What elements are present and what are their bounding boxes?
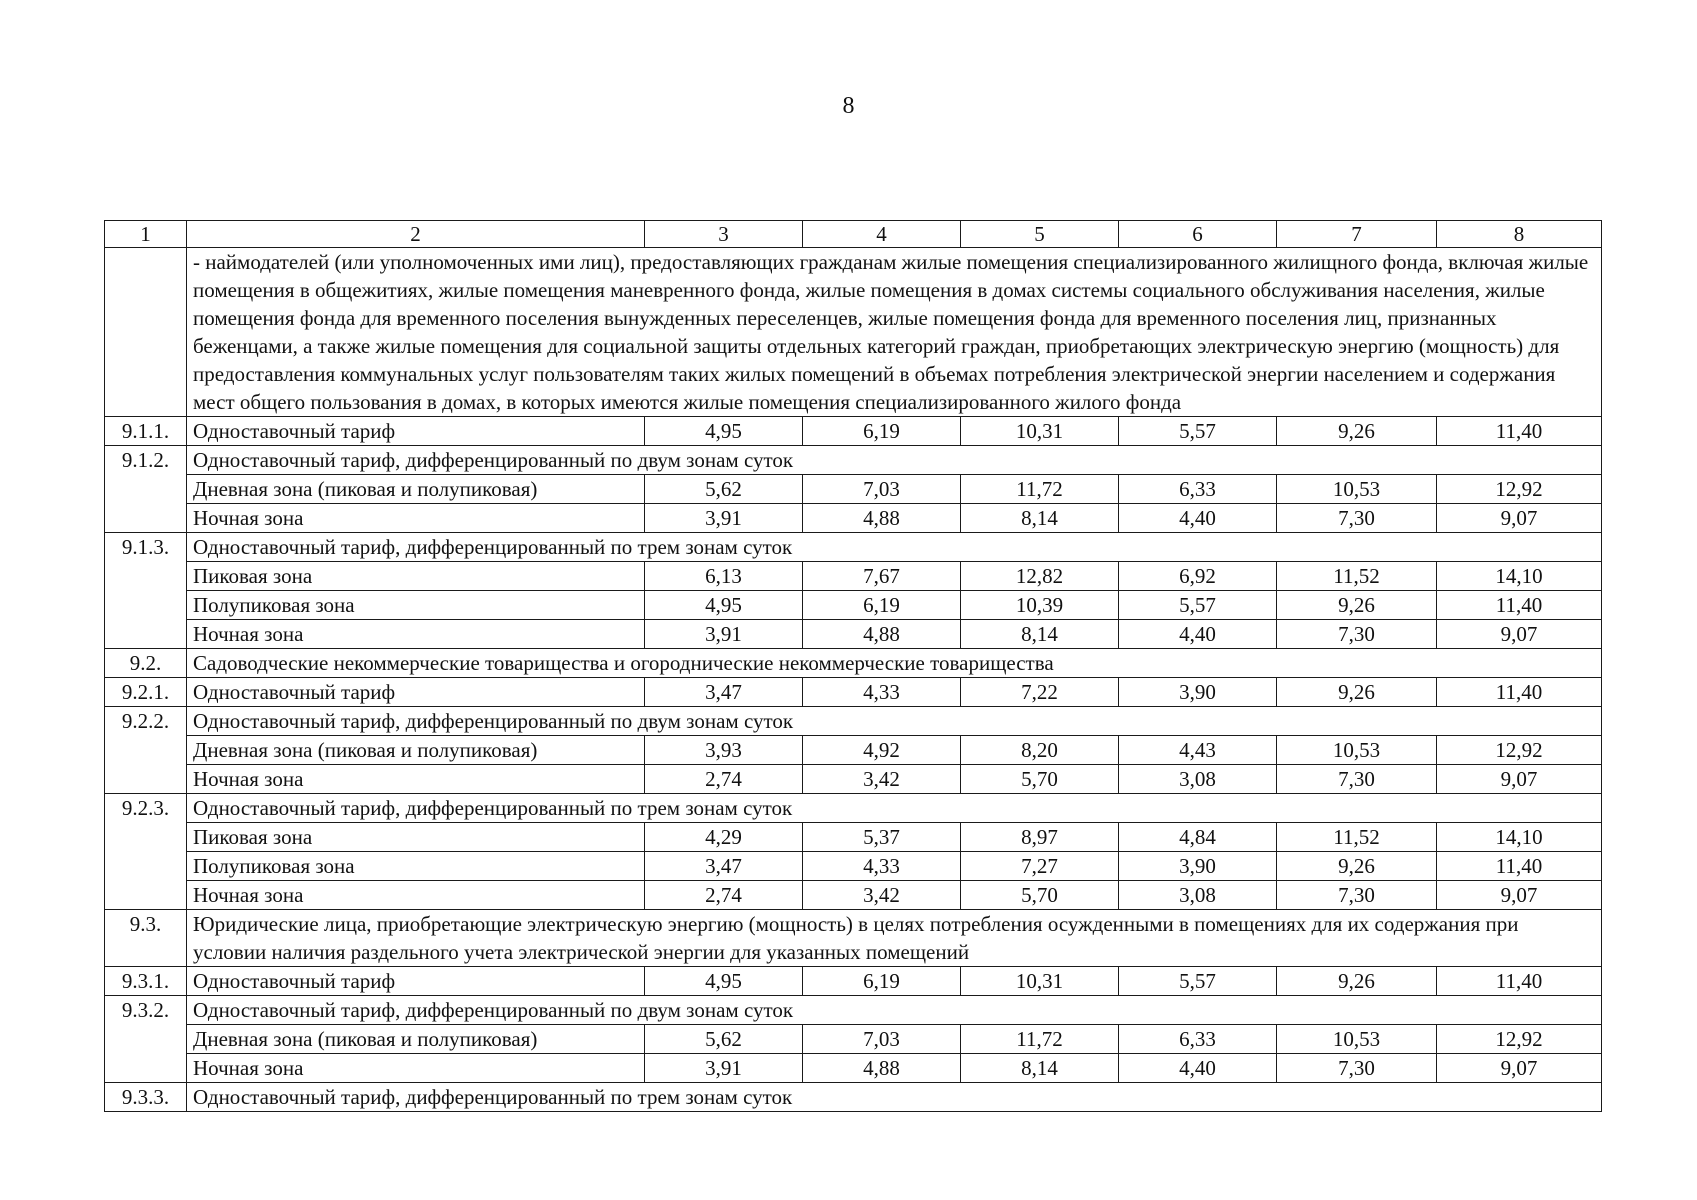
- tariff-value-cell: 9,07: [1437, 1054, 1602, 1083]
- tariff-value-cell: 14,10: [1437, 562, 1602, 591]
- tariff-label-cell: Ночная зона: [187, 504, 645, 533]
- item-code-cell: 9.1.1.: [105, 417, 187, 446]
- tariff-value-cell: 9,26: [1277, 591, 1437, 620]
- tariff-value-cell: 9,07: [1437, 881, 1602, 910]
- tariff-value-cell: 4,29: [645, 823, 803, 852]
- section-row: [105, 707, 1602, 736]
- tariff-value-cell: 9,07: [1437, 765, 1602, 794]
- table-row: [105, 562, 1602, 591]
- tariff-table: [104, 220, 1602, 1112]
- item-code-cell: 9.2.: [105, 649, 187, 678]
- tariff-value-cell: 4,84: [1119, 823, 1277, 852]
- tariff-value-cell: 9,07: [1437, 620, 1602, 649]
- tariff-value-cell: 4,95: [645, 591, 803, 620]
- item-code-cell: 9.2.1.: [105, 678, 187, 707]
- tariff-value-cell: 5,57: [1119, 417, 1277, 446]
- tariff-value-cell: 3,93: [645, 736, 803, 765]
- column-number-row: [105, 221, 1602, 248]
- column-number-cell: 2: [187, 221, 645, 248]
- tariff-value-cell: 9,07: [1437, 504, 1602, 533]
- tariff-value-cell: 6,13: [645, 562, 803, 591]
- tariff-value-cell: 11,72: [961, 1025, 1119, 1054]
- tariff-value-cell: 3,91: [645, 1054, 803, 1083]
- section-row: [105, 533, 1602, 562]
- tariff-label-cell: Одноставочный тариф: [187, 678, 645, 707]
- column-number-cell: 7: [1277, 221, 1437, 248]
- section-title-cell: Одноставочный тариф, дифференцированный по трем зонам суток: [187, 794, 1602, 823]
- tariff-value-cell: 11,40: [1437, 967, 1602, 996]
- item-code-cell: [105, 736, 187, 765]
- tariff-value-cell: 7,03: [803, 475, 961, 504]
- section-row: [105, 910, 1602, 967]
- table-row: [105, 620, 1602, 649]
- tariff-value-cell: 8,14: [961, 620, 1119, 649]
- tariff-value-cell: 4,40: [1119, 504, 1277, 533]
- tariff-value-cell: 5,37: [803, 823, 961, 852]
- tariff-label-cell: Дневная зона (пиковая и полупиковая): [187, 475, 645, 504]
- tariff-value-cell: 5,57: [1119, 591, 1277, 620]
- tariff-value-cell: 4,92: [803, 736, 961, 765]
- tariff-value-cell: 11,40: [1437, 852, 1602, 881]
- tariff-value-cell: 3,42: [803, 881, 961, 910]
- item-code-cell: [105, 562, 187, 591]
- section-row: [105, 1083, 1602, 1112]
- tariff-value-cell: 11,40: [1437, 591, 1602, 620]
- column-number-cell: 3: [645, 221, 803, 248]
- tariff-value-cell: 10,53: [1277, 1025, 1437, 1054]
- tariff-label-cell: Ночная зона: [187, 765, 645, 794]
- section-row: [105, 794, 1602, 823]
- tariff-value-cell: 10,39: [961, 591, 1119, 620]
- section-title-cell: Юридические лица, приобретающие электрическую энергию (мощность) в целях потребления осужденными в помещениях для их содержания при условии наличия раздельного учета электрической энергии для указанных помещений: [187, 910, 1602, 967]
- section-title-cell: Одноставочный тариф, дифференцированный по трем зонам суток: [187, 1083, 1602, 1112]
- tariff-value-cell: 7,30: [1277, 1054, 1437, 1083]
- item-code-cell: [105, 504, 187, 533]
- tariff-value-cell: 6,33: [1119, 475, 1277, 504]
- column-number-cell: 8: [1437, 221, 1602, 248]
- item-code-cell: 9.2.3.: [105, 794, 187, 823]
- tariff-value-cell: 5,62: [645, 475, 803, 504]
- table-row: [105, 852, 1602, 881]
- tariff-label-cell: Полупиковая зона: [187, 852, 645, 881]
- table-row: [105, 823, 1602, 852]
- item-code-cell: [105, 248, 187, 417]
- tariff-value-cell: 9,26: [1277, 678, 1437, 707]
- tariff-value-cell: 6,19: [803, 417, 961, 446]
- tariff-value-cell: 14,10: [1437, 823, 1602, 852]
- tariff-value-cell: 12,92: [1437, 1025, 1602, 1054]
- tariff-value-cell: 7,27: [961, 852, 1119, 881]
- tariff-value-cell: 12,92: [1437, 475, 1602, 504]
- item-code-cell: [105, 765, 187, 794]
- tariff-value-cell: 7,03: [803, 1025, 961, 1054]
- tariff-value-cell: 3,90: [1119, 678, 1277, 707]
- tariff-value-cell: 10,31: [961, 417, 1119, 446]
- tariff-value-cell: 9,26: [1277, 417, 1437, 446]
- tariff-label-cell: Пиковая зона: [187, 562, 645, 591]
- section-row: [105, 446, 1602, 475]
- section-title-cell: Одноставочный тариф, дифференцированный по двум зонам суток: [187, 707, 1602, 736]
- tariff-value-cell: 8,97: [961, 823, 1119, 852]
- tariff-label-cell: Одноставочный тариф: [187, 417, 645, 446]
- tariff-value-cell: 6,33: [1119, 1025, 1277, 1054]
- tariff-label-cell: Пиковая зона: [187, 823, 645, 852]
- tariff-value-cell: 12,92: [1437, 736, 1602, 765]
- table-row: [105, 881, 1602, 910]
- item-code-cell: 9.3.: [105, 910, 187, 967]
- tariff-value-cell: 6,19: [803, 967, 961, 996]
- item-code-cell: 9.1.3.: [105, 533, 187, 562]
- item-code-cell: [105, 823, 187, 852]
- tariff-value-cell: 3,90: [1119, 852, 1277, 881]
- tariff-value-cell: 12,82: [961, 562, 1119, 591]
- tariff-value-cell: 4,33: [803, 678, 961, 707]
- column-number-cell: 4: [803, 221, 961, 248]
- tariff-value-cell: 8,14: [961, 1054, 1119, 1083]
- section-title-cell: Одноставочный тариф, дифференцированный по двум зонам суток: [187, 446, 1602, 475]
- tariff-value-cell: 4,88: [803, 504, 961, 533]
- table-row: [105, 504, 1602, 533]
- tariff-value-cell: 2,74: [645, 881, 803, 910]
- table-row: [105, 1054, 1602, 1083]
- tariff-value-cell: 9,26: [1277, 967, 1437, 996]
- tariff-label-cell: Дневная зона (пиковая и полупиковая): [187, 1025, 645, 1054]
- section-title-cell: Одноставочный тариф, дифференцированный по трем зонам суток: [187, 533, 1602, 562]
- tariff-label-cell: Ночная зона: [187, 881, 645, 910]
- tariff-value-cell: 3,47: [645, 678, 803, 707]
- section-row: [105, 649, 1602, 678]
- item-code-cell: 9.3.2.: [105, 996, 187, 1025]
- tariff-value-cell: 4,95: [645, 967, 803, 996]
- column-number-cell: 1: [105, 221, 187, 248]
- tariff-value-cell: 10,31: [961, 967, 1119, 996]
- section-row: [105, 248, 1602, 417]
- tariff-value-cell: 5,62: [645, 1025, 803, 1054]
- table-row: [105, 765, 1602, 794]
- tariff-value-cell: 4,88: [803, 620, 961, 649]
- tariff-label-cell: Полупиковая зона: [187, 591, 645, 620]
- tariff-label-cell: Дневная зона (пиковая и полупиковая): [187, 736, 645, 765]
- tariff-value-cell: 11,52: [1277, 562, 1437, 591]
- tariff-value-cell: 4,43: [1119, 736, 1277, 765]
- item-code-cell: [105, 852, 187, 881]
- table-row: [105, 736, 1602, 765]
- tariff-value-cell: 11,40: [1437, 417, 1602, 446]
- table-row: [105, 417, 1602, 446]
- tariff-value-cell: 3,42: [803, 765, 961, 794]
- column-number-cell: 5: [961, 221, 1119, 248]
- item-code-cell: [105, 1054, 187, 1083]
- tariff-value-cell: 6,19: [803, 591, 961, 620]
- item-code-cell: [105, 881, 187, 910]
- tariff-value-cell: 11,40: [1437, 678, 1602, 707]
- table-row: [105, 591, 1602, 620]
- table-row: [105, 1025, 1602, 1054]
- tariff-value-cell: 7,30: [1277, 620, 1437, 649]
- tariff-label-cell: Ночная зона: [187, 1054, 645, 1083]
- tariff-value-cell: 5,70: [961, 881, 1119, 910]
- tariff-value-cell: 3,08: [1119, 881, 1277, 910]
- tariff-value-cell: 6,92: [1119, 562, 1277, 591]
- tariff-value-cell: 3,08: [1119, 765, 1277, 794]
- section-title-cell: - наймодателей (или уполномоченных ими лиц), предоставляющих гражданам жилые помещения специализированного жилищного фонда, включая жилые помещения в общежитиях, жилые помещения маневренного фонда, жилые помещения в домах системы социального обслуживания населения, жилые помещения фонда для временного поселения вынужденных переселенцев, жилые помещения фонда для временного поселения лиц, признанных беженцами, а также жилые помещения для социальной защиты отдельных категорий граждан, приобретающих электрическую энергию (мощность) для предоставления коммунальных услуг пользователям таких жилых помещений в объемах потребления электрической энергии населением и содержания мест общего пользования в домах, в которых имеются жилые помещения специализированного жилого фонда: [187, 248, 1602, 417]
- tariff-value-cell: 8,14: [961, 504, 1119, 533]
- table-row: [105, 475, 1602, 504]
- tariff-value-cell: 11,72: [961, 475, 1119, 504]
- section-row: [105, 996, 1602, 1025]
- tariff-value-cell: 5,57: [1119, 967, 1277, 996]
- tariff-value-cell: 4,40: [1119, 620, 1277, 649]
- table-row: [105, 678, 1602, 707]
- tariff-value-cell: 10,53: [1277, 736, 1437, 765]
- tariff-value-cell: 3,47: [645, 852, 803, 881]
- tariff-value-cell: 5,70: [961, 765, 1119, 794]
- item-code-cell: [105, 475, 187, 504]
- tariff-value-cell: 4,40: [1119, 1054, 1277, 1083]
- tariff-value-cell: 4,88: [803, 1054, 961, 1083]
- tariff-value-cell: 11,52: [1277, 823, 1437, 852]
- tariff-value-cell: 2,74: [645, 765, 803, 794]
- tariff-value-cell: 8,20: [961, 736, 1119, 765]
- tariff-value-cell: 10,53: [1277, 475, 1437, 504]
- tariff-value-cell: 7,30: [1277, 881, 1437, 910]
- section-title-cell: Садоводческие некоммерческие товарищества и огороднические некоммерческие товарищества: [187, 649, 1602, 678]
- table-row: [105, 967, 1602, 996]
- item-code-cell: 9.1.2.: [105, 446, 187, 475]
- item-code-cell: 9.3.1.: [105, 967, 187, 996]
- section-title-cell: Одноставочный тариф, дифференцированный по двум зонам суток: [187, 996, 1602, 1025]
- item-code-cell: [105, 620, 187, 649]
- tariff-value-cell: 7,30: [1277, 504, 1437, 533]
- tariff-value-cell: 4,33: [803, 852, 961, 881]
- tariff-label-cell: Ночная зона: [187, 620, 645, 649]
- tariff-value-cell: 9,26: [1277, 852, 1437, 881]
- column-number-cell: 6: [1119, 221, 1277, 248]
- tariff-value-cell: 7,30: [1277, 765, 1437, 794]
- item-code-cell: 9.2.2.: [105, 707, 187, 736]
- item-code-cell: 9.3.3.: [105, 1083, 187, 1112]
- tariff-value-cell: 3,91: [645, 504, 803, 533]
- tariff-value-cell: 3,91: [645, 620, 803, 649]
- page-number: 8: [842, 93, 855, 119]
- tariff-value-cell: 7,22: [961, 678, 1119, 707]
- tariff-value-cell: 4,95: [645, 417, 803, 446]
- item-code-cell: [105, 591, 187, 620]
- item-code-cell: [105, 1025, 187, 1054]
- tariff-label-cell: Одноставочный тариф: [187, 967, 645, 996]
- tariff-value-cell: 7,67: [803, 562, 961, 591]
